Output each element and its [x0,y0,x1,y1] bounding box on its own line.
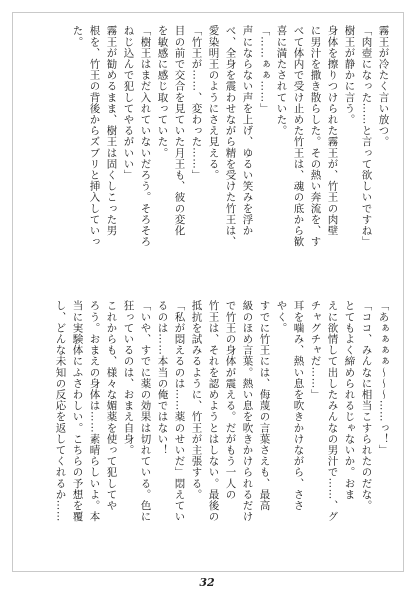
text-column: し、どんな未知の反応を返してくれるか…… [54,300,67,522]
text-column: 当に実験体にふさわしい。こちらの予想を覆 [71,300,84,522]
lower-text-block [0,300,414,558]
text-column: 声にならない声を上げ、ゆるい笑みを浮か [241,25,254,236]
text-column: 「あぁぁぁぁ〜〜〜……っ！」 [377,300,390,456]
text-column: 喜に満たされていた。 [275,25,288,136]
text-column: やく。 [275,300,288,334]
text-column: た。 [71,25,84,48]
text-column: 霧王が勧めるまま、樹王は固くしこった男 [105,25,118,236]
text-column: 抵抗を試みるように、竹王が主張する。 [190,300,203,500]
text-column: チャグチャだ……」 [309,300,322,400]
text-column: 「いや、すでに薬の効果は切れている。色に [139,300,152,522]
upper-text-block [0,25,414,287]
text-column: とてもよく締められるじゃないか。おま [343,300,356,500]
text-column: を敏感に感じ取っていた。 [156,25,169,159]
text-column: 「竹王が……、変わった……」 [190,25,203,181]
text-column: ねじ込んで犯してやるがいい」 [122,25,135,181]
text-column: 根を、竹王の背後からズブリと挿入していっ [88,25,101,247]
text-column: 「ココ、みんなに相当こすられたのだな。 [360,300,373,511]
text-column: べて体内で受け止めた竹王は、魂の底から歓 [292,25,305,247]
text-column: 「肉壺になった……と言って欲しいですね」 [360,25,373,247]
text-column: に男汁を撒き散らした。その熱い奔流を、す [309,25,322,247]
text-column: 樹王が静かに言う。 [343,25,356,125]
text-column: 「私が悶えるのは……薬のせいだ」悶えてい [173,300,186,522]
text-column: ろう。おまえの身体は……素晴らしいよ。本 [88,300,101,522]
text-column: 愛染明王のようにさえ見える。 [207,25,220,181]
text-column: 目の前で交合を見ていた月王も、彼の変化 [173,25,186,236]
text-column: 「樹王はまだ入れていないだろう。そろそろ [139,25,152,247]
text-column: 耳を噛み、熱い息を吹きかけながら、ささ [292,300,305,511]
text-column: 身体を擦りつけられた霧王が、竹王の肉壁 [326,25,339,236]
text-column: 竹王は、それを認めようとはしない。最後の [207,300,220,522]
text-column: 級のほめ言葉。熱い息を吹きかけられるだけ [241,300,254,522]
text-column: 霧王が冷たく言い放つ。 [377,25,390,148]
page-number: 32 [199,576,215,589]
text-column: すでに竹王には、侮蔑の言葉さえも、最高 [258,300,271,511]
text-column: べ、全身を震わせながら精を受けた竹王は、 [224,25,237,247]
text-column: これからも、様々な媚薬を使って犯してや [105,300,118,511]
text-column: 狂っているのは、おまえ自身。 [122,300,135,456]
text-column: えに欲情して出したみんなの男汁で……、グ [326,300,339,522]
text-column: で竹王の身体が震える。だがもう一人の [224,300,237,500]
text-column: 「……ぁぁ……」 [258,25,271,114]
text-column: るのは……本当の俺ではない！ [156,300,169,456]
